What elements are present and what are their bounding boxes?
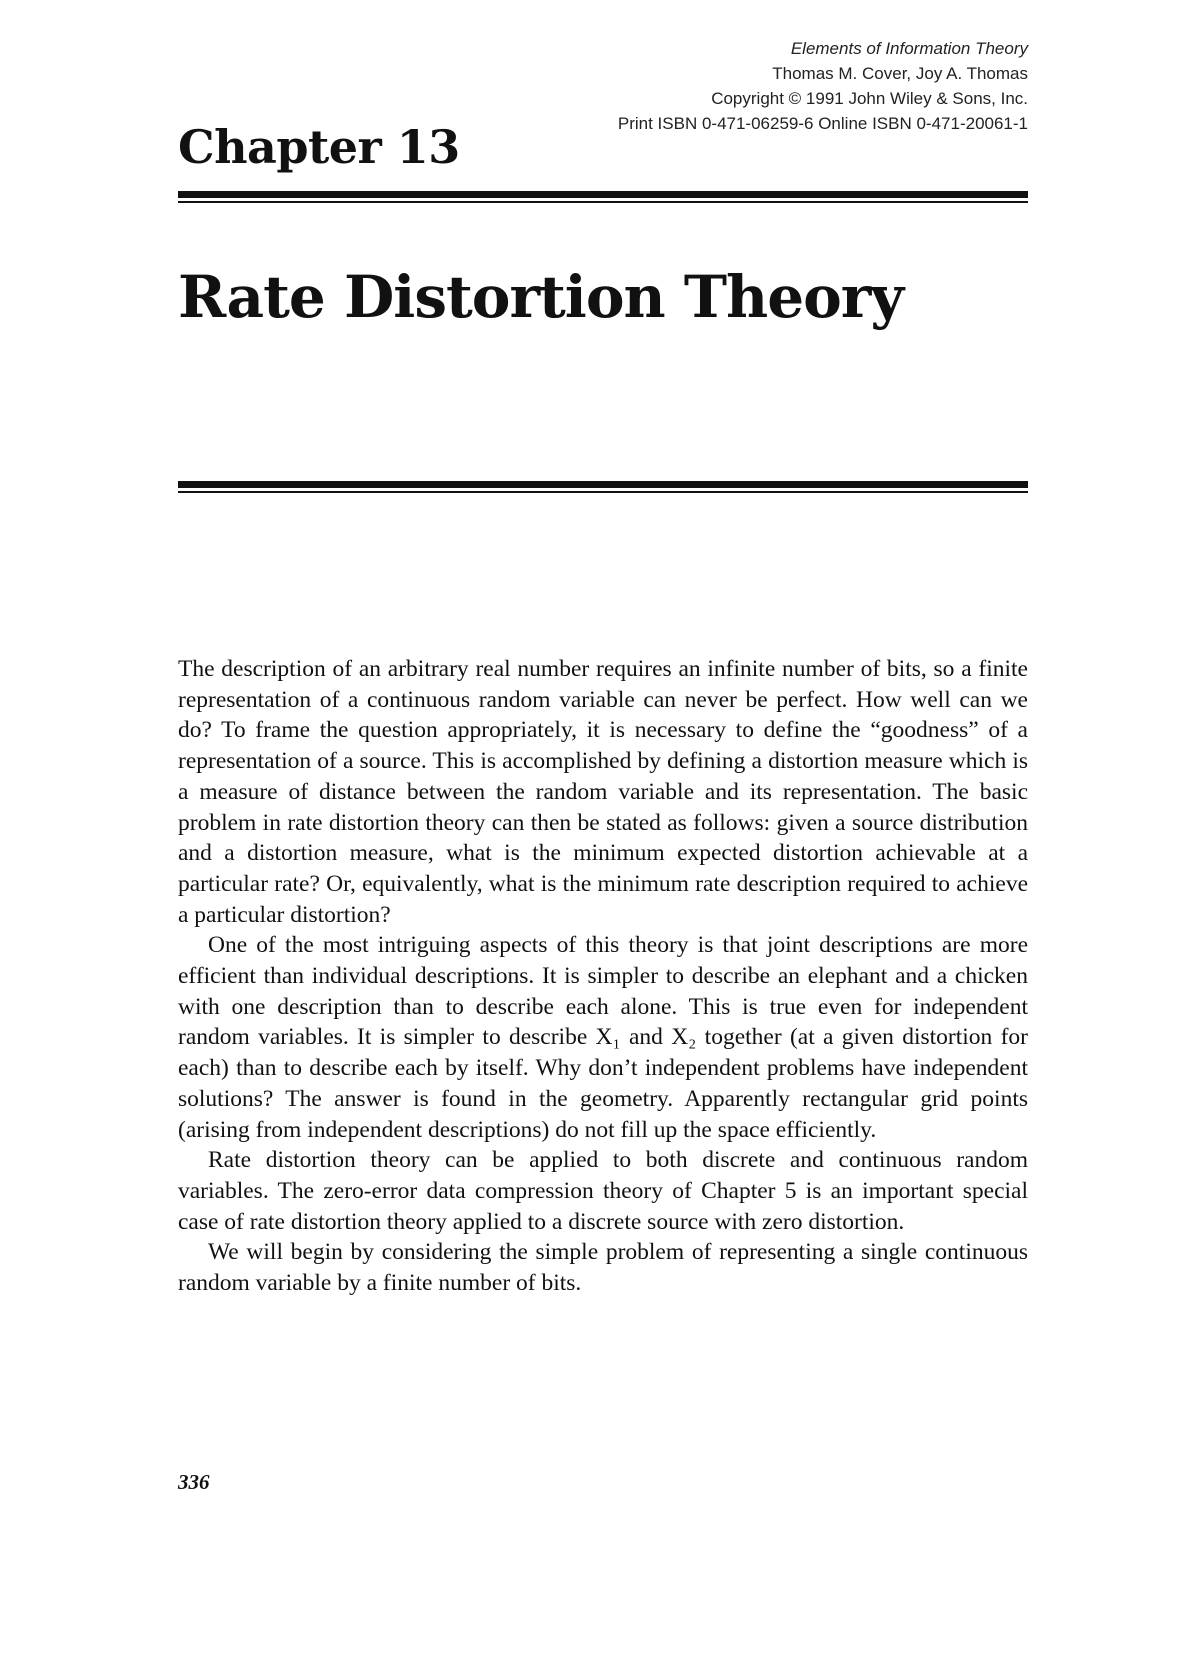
chapter-bottom-rule <box>178 481 1028 493</box>
book-info <box>618 36 1028 136</box>
book-title: Elements of Information Theory <box>790 39 1028 58</box>
copyright-line: Copyright © 1991 John Wiley & Sons, Inc. <box>711 89 1028 108</box>
paragraph: Rate distortion theory can be applied to both discrete and continuous random variables. The zero-error data compression theory of Chapter 5 is an important special case of rate distortion theory applied to a discrete source with zero distortion. <box>178 1147 1028 1235</box>
chapter-label: Chapter 13 <box>178 120 460 174</box>
chapter-title: Rate Distortion Theory <box>178 263 904 331</box>
isbn-line: Print ISBN 0-471-06259-6 Online ISBN 0-471-20061-1 <box>617 114 1028 133</box>
page-number: 336 <box>178 1470 210 1494</box>
book-authors: Thomas M. Cover, Joy A. Thomas <box>772 64 1028 83</box>
paragraph: One of the most intriguing aspects of this theory is that joint descriptions are more efficient than individual descriptions. It is simpler to describe an elephant and a chicken with one description than to describe each alone. This is true even for independent random variables. It is simpler to describe X₁ and X₂ together (at a given distortion for each) than to describe each by itself. Why don’t independent problems have independent solutions? The answer is found in the geometry. Apparently rectangular grid points (arising from independent descriptions) do not fill up the space efficiently. <box>178 932 1028 1143</box>
paragraph: We will begin by considering the simple problem of representing a single continuous random variable by a finite number of bits. <box>178 1239 1028 1297</box>
paragraph: The description of an arbitrary real number requires an infinite number of bits, so a finite representation of a continuous random variable can never be perfect. How well can we do? To frame the question appropriately, it is necessary to define the “goodness” of a representation of a source. This is accomplished by defining a distortion measure which is a measure of distance between the random variable and its representation. The basic problem in rate distortion theory can then be stated as follows: given a source distribution and a distortion measure, what is the minimum expected distortion achievable at a particular rate? Or, equivalently, what is the minimum rate description required to achieve a particular distortion? <box>178 656 1028 928</box>
body-text <box>178 654 1028 1299</box>
chapter-top-rule <box>178 191 1028 203</box>
